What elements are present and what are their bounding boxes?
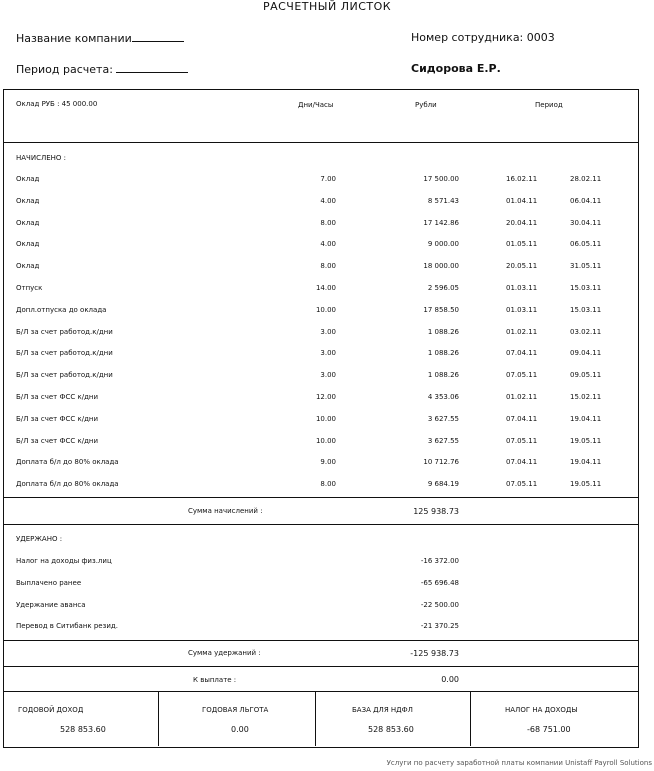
- deduction-amount: -21 370.25: [420, 622, 459, 631]
- divider-accrued-total-top: [3, 497, 639, 498]
- period-column-header: Период: [535, 101, 563, 109]
- accrued-section-label: НАЧИСЛЕНО :: [16, 154, 67, 162]
- accrual-name: Оклад: [16, 175, 40, 183]
- accrual-amount: 1 088.26: [427, 349, 459, 358]
- accrual-period-from: 01.03.11: [506, 305, 538, 314]
- accrual-period-from: 01.05.11: [506, 240, 538, 249]
- accrual-name: Доплата б/л до 80% оклада: [16, 458, 119, 467]
- accrual-name: Б/Л за счет работод.к/дни: [16, 327, 113, 336]
- employee-name: Сидорова Е.Р.: [411, 62, 501, 75]
- accrual-amount: 9 684.19: [427, 480, 459, 489]
- accrual-period-from: 01.02.11: [506, 327, 538, 336]
- salary-label: Оклад РУБ : 45 000.00: [16, 100, 98, 108]
- accrued-total-amount: 125 938.73: [413, 507, 459, 516]
- rubles-column-header: Рубли: [415, 101, 437, 109]
- deducted-total-amount: -125 938.73: [410, 649, 459, 658]
- divider-head: [3, 142, 639, 143]
- employee-number-field: [411, 31, 555, 44]
- accrual-amount: 17 858.50: [423, 305, 459, 314]
- accrual-amount: 17 500.00: [423, 175, 459, 183]
- deduction-amount: -22 500.00: [420, 600, 459, 609]
- accrual-period-to: 09.05.11: [570, 371, 602, 380]
- accrual-period-to: 28.02.11: [570, 175, 602, 183]
- accrual-period-from: 01.04.11: [506, 196, 538, 205]
- accrual-name: Б/Л за счет работод.к/дни: [16, 349, 113, 358]
- tax-base-value: 528 853.60: [368, 725, 414, 734]
- accrual-amount: 1 088.26: [427, 371, 459, 380]
- accrual-period-to: 03.02.11: [570, 327, 602, 336]
- table-row: [0, 219, 654, 229]
- deducted-total-label: Сумма удержаний :: [188, 649, 261, 657]
- summary-separator: [158, 691, 159, 746]
- annual-income-label: ГОДОВОЙ ДОХОД: [18, 706, 84, 714]
- accrual-name: Б/Л за счет работод.к/дни: [16, 371, 113, 380]
- accrual-period-from: 07.05.11: [506, 480, 538, 489]
- accrual-period-from: 16.02.11: [506, 175, 538, 183]
- table-row: [0, 306, 654, 316]
- accrual-amount: 8 571.43: [427, 196, 459, 205]
- accrual-days: 10.00: [315, 414, 336, 423]
- table-row: [0, 284, 654, 294]
- accrual-name: Б/Л за счет ФСС к/дни: [16, 414, 99, 423]
- accrual-period-to: 19.04.11: [570, 414, 602, 423]
- accrual-name: Оклад: [16, 240, 40, 249]
- table-row: [0, 579, 654, 589]
- accrual-days: 8.00: [320, 218, 336, 227]
- summary-separator: [470, 691, 471, 746]
- table-row: [0, 415, 654, 425]
- accrual-period-from: 20.04.11: [506, 218, 538, 227]
- divider-accrued-total-bottom: [3, 524, 639, 525]
- deduction-amount: -16 372.00: [420, 557, 459, 565]
- accrual-days: 4.00: [320, 196, 336, 205]
- accrual-name: Отпуск: [16, 284, 43, 292]
- accrual-period-to: 15.03.11: [570, 305, 602, 314]
- accrual-name: Допл.отпуска до оклада: [16, 305, 107, 314]
- deduction-name: Перевод в Ситибанк резид.: [16, 622, 118, 631]
- accrual-days: 4.00: [320, 240, 336, 249]
- accrual-period-to: 30.04.11: [570, 218, 602, 227]
- accrual-days: 10.00: [315, 436, 336, 445]
- table-row: [0, 262, 654, 272]
- income-tax-label: НАЛОГ НА ДОХОДЫ: [505, 706, 578, 714]
- divider-deducted-total-top: [3, 640, 639, 641]
- accrual-amount: 3 627.55: [427, 436, 459, 445]
- accrual-period-to: 09.04.11: [570, 349, 602, 358]
- period-blank: [116, 62, 188, 73]
- accrual-name: Б/Л за счет ФСС к/дни: [16, 436, 99, 445]
- accrual-days: 7.00: [320, 175, 336, 183]
- accrual-name: Оклад: [16, 196, 40, 205]
- period-field: [16, 62, 188, 76]
- accrual-period-to: 19.05.11: [570, 480, 602, 489]
- document-title: РАСЧЕТНЫЙ ЛИСТОК: [262, 0, 392, 13]
- accrual-amount: 9 000.00: [427, 240, 459, 249]
- employee-number: 0003: [526, 31, 555, 44]
- accrual-name: Оклад: [16, 262, 40, 271]
- accrual-period-to: 15.02.11: [570, 393, 602, 401]
- annual-benefit-label: ГОДОВАЯ ЛЬГОТА: [202, 706, 269, 714]
- period-label: Период расчета:: [16, 63, 113, 76]
- table-row: [0, 601, 654, 611]
- accrual-period-to: 15.03.11: [570, 284, 602, 292]
- accrual-days: 14.00: [315, 284, 336, 292]
- table-row: [0, 480, 654, 490]
- accrual-days: 3.00: [320, 349, 336, 358]
- divider-summary-top: [3, 691, 639, 692]
- table-row: [0, 393, 654, 403]
- accrual-amount: 10 712.76: [423, 458, 459, 467]
- accrual-days: 8.00: [320, 480, 336, 489]
- table-row: [0, 240, 654, 250]
- deduction-amount: -65 696.48: [420, 578, 459, 587]
- table-row: [0, 437, 654, 447]
- income-tax-value: -68 751.00: [527, 725, 571, 734]
- accrual-name: Доплата б/л до 80% оклада: [16, 480, 119, 489]
- accrual-days: 3.00: [320, 371, 336, 380]
- accrual-period-from: 01.03.11: [506, 284, 538, 292]
- accrual-days: 9.00: [320, 458, 336, 467]
- accrual-period-to: 06.05.11: [570, 240, 602, 249]
- days-column-header: Дни/Часы: [298, 101, 334, 109]
- table-row: [0, 371, 654, 381]
- accrual-amount: 3 627.55: [427, 414, 459, 423]
- accrual-name: Б/Л за счет ФСС к/дни: [16, 393, 99, 401]
- deduction-name: Налог на доходы физ.лиц: [16, 557, 112, 565]
- summary-separator: [315, 691, 316, 746]
- accrual-days: 8.00: [320, 262, 336, 271]
- table-row: [0, 557, 654, 567]
- accrual-period-from: 07.05.11: [506, 371, 538, 380]
- annual-benefit-value: 0.00: [231, 725, 249, 734]
- accrual-period-from: 07.04.11: [506, 349, 538, 358]
- accrual-days: 10.00: [315, 305, 336, 314]
- footer-note: Услуги по расчету заработной платы компании Unistaff Payroll Solutions: [386, 759, 652, 767]
- divider-deducted-total-bottom: [3, 666, 639, 667]
- accrual-amount: 4 353.06: [427, 393, 459, 401]
- accrual-period-to: 19.05.11: [570, 436, 602, 445]
- accrual-amount: 1 088.26: [427, 327, 459, 336]
- deducted-section-label: УДЕРЖАНО :: [16, 535, 63, 543]
- table-row: [0, 458, 654, 468]
- table-row: [0, 197, 654, 207]
- accrual-days: 3.00: [320, 327, 336, 336]
- table-row: [0, 622, 654, 632]
- accrual-period-from: 07.04.11: [506, 414, 538, 423]
- accrual-period-to: 31.05.11: [570, 262, 602, 271]
- company-label: Название компании: [16, 32, 132, 45]
- annual-income-value: 528 853.60: [60, 725, 106, 734]
- accrual-period-from: 07.05.11: [506, 436, 538, 445]
- accrual-amount: 18 000.00: [423, 262, 459, 271]
- accrual-amount: 17 142.86: [423, 218, 459, 227]
- accrual-period-from: 20.05.11: [506, 262, 538, 271]
- accrued-total-label: Сумма начислений :: [188, 507, 263, 515]
- accrual-period-to: 19.04.11: [570, 458, 602, 467]
- table-row: [0, 328, 654, 338]
- company-name-field: [16, 31, 184, 45]
- accrual-amount: 2 596.05: [427, 284, 459, 292]
- employee-number-label: Номер сотрудника:: [411, 31, 524, 44]
- tax-base-label: БАЗА ДЛЯ НДФЛ: [352, 706, 413, 714]
- payout-label: К выплате :: [193, 676, 237, 684]
- company-blank: [132, 31, 184, 42]
- deduction-name: Удержание аванса: [16, 600, 86, 609]
- table-row: [0, 175, 654, 185]
- deduction-name: Выплачено ранее: [16, 578, 82, 587]
- accrual-period-from: 07.04.11: [506, 458, 538, 467]
- accrual-days: 12.00: [315, 393, 336, 401]
- accrual-name: Оклад: [16, 218, 40, 227]
- accrual-period-to: 06.04.11: [570, 196, 602, 205]
- table-row: [0, 349, 654, 359]
- accrual-period-from: 01.02.11: [506, 393, 538, 401]
- payout-amount: 0.00: [441, 675, 459, 684]
